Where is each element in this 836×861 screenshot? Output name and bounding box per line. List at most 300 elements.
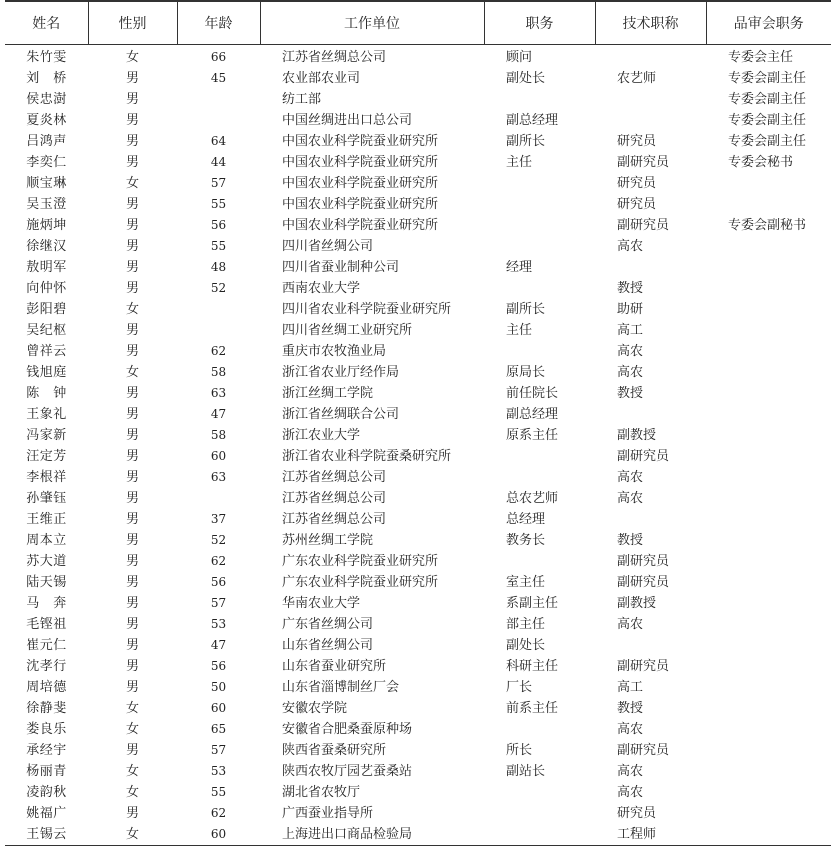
- cell-age: 66: [210, 50, 227, 64]
- cell-age: 44: [210, 155, 227, 169]
- cell-name: 王象礼: [26, 407, 67, 422]
- cell-name: 承经宇: [26, 743, 67, 758]
- table-row: [5, 194, 831, 215]
- cell-technical-title: [595, 509, 706, 530]
- cell-gender: 男: [125, 344, 139, 359]
- cell-age: 47: [210, 407, 227, 421]
- cell-technical-title: [595, 404, 706, 425]
- cell-work-unit: 陕西农牧厅园艺蚕桑站: [282, 764, 413, 779]
- cell-gender: 男: [125, 155, 139, 170]
- cell-position: 原系主任: [506, 428, 559, 443]
- cell-gender: 男: [125, 407, 139, 422]
- cell-committee-role: [706, 236, 831, 257]
- cell-committee-role: [706, 404, 831, 425]
- cell-position: 副站长: [506, 764, 546, 779]
- table-row: [5, 551, 831, 572]
- cell-gender: 男: [125, 512, 139, 527]
- cell-technical-title: 副教授: [617, 596, 657, 611]
- cell-committee-role: 专委会副主任: [728, 134, 807, 149]
- cell-committee-role: [706, 803, 831, 824]
- cell-age: 55: [210, 239, 227, 253]
- header-technical-title: 技术职称: [595, 1, 706, 45]
- cell-name: 顺宝琳: [26, 176, 67, 191]
- table-row: [5, 215, 831, 236]
- cell-name: 侯忠澍: [26, 92, 67, 107]
- cell-name: 吴纪枢: [26, 323, 67, 338]
- cell-age: 56: [210, 575, 227, 589]
- cell-name: 李根祥: [26, 470, 67, 485]
- cell-committee-role: [706, 299, 831, 320]
- cell-work-unit: 四川省丝绸公司: [282, 239, 374, 254]
- table-row: [5, 803, 831, 824]
- cell-committee-role: [706, 698, 831, 719]
- table-row: [5, 173, 831, 194]
- cell-position: 副总经理: [506, 113, 559, 128]
- cell-technical-title: 教授: [617, 701, 644, 716]
- table-row: [5, 45, 831, 69]
- cell-committee-role: [706, 551, 831, 572]
- cell-age: [177, 110, 260, 131]
- cell-name: 吴玉澄: [26, 197, 67, 212]
- cell-age: 50: [210, 680, 227, 694]
- table-row: [5, 530, 831, 551]
- cell-age: 62: [210, 554, 227, 568]
- cell-work-unit: 安徽农学院: [282, 701, 348, 716]
- cell-technical-title: 副研究员: [617, 155, 670, 170]
- cell-technical-title: 工程师: [595, 824, 706, 846]
- table-row: [5, 719, 831, 740]
- cell-name: 夏炎林: [26, 113, 67, 128]
- cell-gender: 男: [125, 449, 139, 464]
- cell-name: 曾祥云: [26, 344, 67, 359]
- cell-gender: 男: [125, 680, 139, 695]
- cell-name: 徐静斐: [26, 701, 67, 716]
- cell-gender: 男: [125, 71, 139, 86]
- cell-committee-role: [706, 740, 831, 761]
- cell-position: 副总经理: [506, 407, 559, 422]
- cell-name: 周培德: [26, 680, 67, 695]
- cell-position: 副处长: [506, 638, 546, 653]
- cell-position: [484, 194, 595, 215]
- cell-gender: 女: [125, 302, 139, 317]
- cell-technical-title: 农艺师: [617, 71, 657, 86]
- cell-work-unit: 上海进出口商品检验局: [260, 824, 484, 846]
- cell-committee-role: [706, 782, 831, 803]
- cell-gender: 男: [125, 491, 139, 506]
- cell-age: 53: [210, 617, 227, 631]
- cell-age: [177, 89, 260, 110]
- cell-gender: 男: [125, 743, 139, 758]
- cell-name: 彭阳碧: [26, 302, 67, 317]
- cell-name: 崔元仁: [26, 638, 67, 653]
- cell-work-unit: 华南农业大学: [282, 596, 361, 611]
- cell-position: [484, 173, 595, 194]
- table-row: [5, 110, 831, 131]
- cell-name: 钱旭庭: [26, 365, 67, 380]
- cell-work-unit: 中国农业科学院蚕业研究所: [282, 134, 439, 149]
- cell-technical-title: 副教授: [617, 428, 657, 443]
- table-row: [5, 131, 831, 152]
- cell-gender: 女: [125, 365, 139, 380]
- cell-committee-role: 专委会副主任: [728, 71, 807, 86]
- cell-committee-role: [706, 719, 831, 740]
- cell-work-unit: 重庆市农牧渔业局: [282, 344, 387, 359]
- committee-member-table: [5, 0, 831, 846]
- cell-technical-title: [595, 89, 706, 110]
- table-row: [5, 404, 831, 425]
- cell-committee-role: 专委会秘书: [728, 155, 794, 170]
- table-row: [5, 740, 831, 761]
- cell-gender: 女: [125, 176, 139, 191]
- cell-committee-role: 专委会主任: [728, 50, 794, 65]
- cell-age: 56: [210, 218, 227, 232]
- cell-gender: 男: [125, 554, 139, 569]
- cell-work-unit: 西南农业大学: [282, 281, 361, 296]
- cell-work-unit: 山东省丝绸公司: [282, 638, 374, 653]
- cell-position: [484, 803, 595, 824]
- cell-gender: 男: [125, 386, 139, 401]
- table-row: [5, 509, 831, 530]
- cell-position: 教务长: [506, 533, 546, 548]
- cell-position: 所长: [506, 743, 533, 758]
- cell-work-unit: 中国农业科学院蚕业研究所: [282, 155, 439, 170]
- cell-position: [484, 824, 595, 846]
- cell-name: 孙肇钰: [26, 491, 67, 506]
- table-row: [5, 362, 831, 383]
- table-row: [5, 698, 831, 719]
- cell-gender: 男: [125, 197, 139, 212]
- table-row: [5, 614, 831, 635]
- cell-committee-role: [706, 278, 831, 299]
- cell-age: 60: [177, 824, 260, 846]
- cell-committee-role: [706, 635, 831, 656]
- cell-technical-title: 副研究员: [617, 449, 670, 464]
- cell-position: [484, 89, 595, 110]
- cell-technical-title: 副研究员: [617, 554, 670, 569]
- cell-committee-role: [706, 530, 831, 551]
- cell-work-unit: 浙江省农业厅经作局: [282, 365, 400, 380]
- cell-name: 凌韵秋: [26, 785, 67, 800]
- cell-committee-role: [706, 677, 831, 698]
- cell-gender: 男: [125, 575, 139, 590]
- cell-name: 王锡云: [5, 824, 88, 846]
- cell-technical-title: 高农: [617, 785, 644, 800]
- table-row: [5, 299, 831, 320]
- cell-committee-role: [706, 572, 831, 593]
- cell-gender: 男: [125, 470, 139, 485]
- cell-position: 副所长: [506, 134, 546, 149]
- cell-gender: 男: [125, 617, 139, 632]
- table-row: [5, 446, 831, 467]
- cell-work-unit: 陕西省蚕桑研究所: [282, 743, 387, 758]
- cell-position: 原局长: [506, 365, 546, 380]
- cell-committee-role: [706, 761, 831, 782]
- cell-age: 64: [210, 134, 227, 148]
- cell-committee-role: [706, 362, 831, 383]
- header-row: [5, 1, 831, 45]
- cell-name: 娄良乐: [26, 722, 67, 737]
- cell-technical-title: 研究员: [617, 806, 657, 821]
- header-committee-role: 品审会职务: [706, 1, 831, 45]
- cell-name: 刘 桥: [26, 71, 67, 86]
- cell-technical-title: 研究员: [617, 197, 657, 212]
- cell-position: 前系主任: [506, 701, 559, 716]
- cell-gender: 女: [125, 764, 139, 779]
- cell-committee-role: 专委会副秘书: [728, 218, 807, 233]
- cell-gender: 男: [125, 239, 139, 254]
- cell-gender: 男: [125, 281, 139, 296]
- cell-position: [484, 215, 595, 236]
- cell-gender: 男: [125, 659, 139, 674]
- cell-gender: 男: [125, 428, 139, 443]
- table-row: [5, 257, 831, 278]
- cell-committee-role: [706, 320, 831, 341]
- cell-position: 科研主任: [506, 659, 559, 674]
- cell-work-unit: 浙江省农业科学院蚕桑研究所: [282, 449, 452, 464]
- cell-position: 经理: [506, 260, 533, 275]
- cell-position: 顾问: [506, 50, 533, 65]
- cell-name: 吕鸿声: [26, 134, 67, 149]
- cell-position: [484, 446, 595, 467]
- cell-name: 王维正: [26, 512, 67, 527]
- cell-position: [484, 782, 595, 803]
- cell-technical-title: 高农: [617, 365, 644, 380]
- cell-gender: 男: [125, 218, 139, 233]
- cell-technical-title: [595, 635, 706, 656]
- cell-gender: 男: [125, 92, 139, 107]
- cell-position: 主任: [506, 155, 533, 170]
- cell-committee-role: [706, 173, 831, 194]
- cell-work-unit: 浙江农业大学: [282, 428, 361, 443]
- cell-technical-title: 高农: [617, 470, 644, 485]
- cell-work-unit: 山东省蚕业研究所: [282, 659, 387, 674]
- cell-gender: 男: [125, 134, 139, 149]
- cell-position: 室主任: [506, 575, 546, 590]
- header-name: 姓名: [5, 1, 88, 45]
- cell-work-unit: 湖北省农牧厅: [282, 785, 361, 800]
- cell-work-unit: 江苏省丝绸总公司: [282, 50, 387, 65]
- cell-technical-title: [595, 257, 706, 278]
- cell-age: [177, 320, 260, 341]
- cell-work-unit: 江苏省丝绸总公司: [282, 470, 387, 485]
- cell-name: 沈孝行: [26, 659, 67, 674]
- cell-age: 52: [210, 281, 227, 295]
- cell-committee-role: [706, 383, 831, 404]
- cell-work-unit: 江苏省丝绸总公司: [282, 491, 387, 506]
- table-row: [5, 761, 831, 782]
- cell-position: 副处长: [506, 71, 546, 86]
- cell-committee-role: [706, 614, 831, 635]
- cell-position: 系副主任: [506, 596, 559, 611]
- table-row: [5, 89, 831, 110]
- cell-name: 马 奔: [26, 596, 67, 611]
- cell-name: 汪定芳: [26, 449, 67, 464]
- cell-age: 58: [210, 428, 227, 442]
- table-row: [5, 824, 831, 846]
- cell-technical-title: 副研究员: [617, 575, 670, 590]
- cell-position: [484, 341, 595, 362]
- cell-position: [484, 551, 595, 572]
- table-row: [5, 467, 831, 488]
- cell-age: 57: [210, 596, 227, 610]
- cell-committee-role: [706, 467, 831, 488]
- cell-age: 60: [210, 449, 227, 463]
- cell-name: 陆天锡: [26, 575, 67, 590]
- header-work-unit: 工作单位: [260, 1, 484, 45]
- cell-age: 47: [210, 638, 227, 652]
- cell-committee-role: [706, 509, 831, 530]
- cell-name: 冯家新: [26, 428, 67, 443]
- table-row: [5, 656, 831, 677]
- cell-gender: 男: [125, 113, 139, 128]
- cell-work-unit: 农业部农业司: [282, 71, 361, 86]
- cell-committee-role: 专委会副主任: [728, 113, 807, 128]
- table-row: [5, 782, 831, 803]
- table-row: [5, 677, 831, 698]
- cell-position: 前任院长: [506, 386, 559, 401]
- cell-gender: 男: [125, 596, 139, 611]
- cell-gender: 女: [125, 701, 139, 716]
- header-gender: 性别: [88, 1, 177, 45]
- cell-technical-title: 高工: [617, 323, 644, 338]
- cell-name: 向仲怀: [26, 281, 67, 296]
- cell-age: 52: [210, 533, 227, 547]
- cell-work-unit: 四川省丝绸工业研究所: [282, 323, 413, 338]
- cell-age: 63: [210, 470, 227, 484]
- cell-committee-role: [706, 194, 831, 215]
- table-row: [5, 593, 831, 614]
- cell-technical-title: 教授: [617, 386, 644, 401]
- table-row: [5, 425, 831, 446]
- cell-gender: 女: [88, 824, 177, 846]
- cell-gender: 女: [125, 785, 139, 800]
- cell-work-unit: 山东省淄博制丝厂会: [282, 680, 400, 695]
- cell-work-unit: 安徽省合肥桑蚕原种场: [282, 722, 413, 737]
- cell-technical-title: 高农: [617, 344, 644, 359]
- cell-work-unit: 四川省农业科学院蚕业研究所: [282, 302, 452, 317]
- cell-work-unit: 浙江丝绸工学院: [282, 386, 374, 401]
- cell-age: 57: [210, 176, 227, 190]
- cell-name: 敖明军: [26, 260, 67, 275]
- cell-gender: 男: [125, 533, 139, 548]
- cell-age: 56: [210, 659, 227, 673]
- cell-position: 总经理: [506, 512, 546, 527]
- cell-committee-role: 专委会副主任: [728, 92, 807, 107]
- cell-work-unit: 四川省蚕业制种公司: [282, 260, 400, 275]
- cell-committee-role: [706, 257, 831, 278]
- cell-committee-role: [706, 341, 831, 362]
- cell-name: 施炳坤: [26, 218, 67, 233]
- cell-name: 李奕仁: [26, 155, 67, 170]
- cell-technical-title: 副研究员: [617, 659, 670, 674]
- cell-technical-title: 助研: [617, 302, 644, 317]
- table-row: [5, 572, 831, 593]
- cell-committee-role: [706, 593, 831, 614]
- cell-age: 62: [210, 344, 227, 358]
- cell-committee-role: [706, 488, 831, 509]
- cell-technical-title: [595, 110, 706, 131]
- cell-committee-role: [706, 446, 831, 467]
- cell-work-unit: 广东农业科学院蚕业研究所: [282, 575, 439, 590]
- table-row: [5, 488, 831, 509]
- table-row: [5, 236, 831, 257]
- cell-position: 副所长: [506, 302, 546, 317]
- cell-technical-title: [595, 45, 706, 69]
- cell-work-unit: 苏州丝绸工学院: [282, 533, 374, 548]
- committee-member-table-container: [5, 0, 831, 846]
- cell-age: 58: [210, 365, 227, 379]
- header-position: 职务: [484, 1, 595, 45]
- cell-name: 杨丽青: [26, 764, 67, 779]
- cell-gender: 男: [125, 638, 139, 653]
- cell-age: 48: [210, 260, 227, 274]
- cell-technical-title: 教授: [617, 281, 644, 296]
- cell-gender: 男: [125, 260, 139, 275]
- cell-committee-role: [706, 656, 831, 677]
- cell-work-unit: 中国农业科学院蚕业研究所: [282, 176, 439, 191]
- table-row: [5, 383, 831, 404]
- cell-name: 姚福广: [26, 806, 67, 821]
- cell-technical-title: 高农: [617, 239, 644, 254]
- table-row: [5, 278, 831, 299]
- cell-work-unit: 中国农业科学院蚕业研究所: [282, 218, 439, 233]
- cell-position: [484, 236, 595, 257]
- cell-work-unit: 广东农业科学院蚕业研究所: [282, 554, 439, 569]
- header-age: 年龄: [177, 1, 260, 45]
- cell-age: 63: [210, 386, 227, 400]
- cell-technical-title: 教授: [617, 533, 644, 548]
- cell-work-unit: 纺工部: [282, 92, 322, 107]
- cell-name: 朱竹雯: [26, 50, 67, 65]
- cell-name: 周本立: [26, 533, 67, 548]
- cell-technical-title: 高工: [617, 680, 644, 695]
- cell-age: 57: [210, 743, 227, 757]
- table-row: [5, 152, 831, 173]
- table-row: [5, 341, 831, 362]
- cell-work-unit: 中国农业科学院蚕业研究所: [282, 197, 439, 212]
- cell-gender: 女: [125, 50, 139, 65]
- cell-gender: 男: [125, 806, 139, 821]
- cell-work-unit: 广西蚕业指导所: [282, 806, 374, 821]
- table-row: [5, 635, 831, 656]
- cell-name: 徐继汉: [26, 239, 67, 254]
- cell-position: [484, 719, 595, 740]
- cell-technical-title: 高农: [617, 491, 644, 506]
- cell-technical-title: 副研究员: [617, 743, 670, 758]
- cell-age: 45: [210, 71, 227, 85]
- cell-technical-title: 高农: [617, 617, 644, 632]
- cell-work-unit: 江苏省丝绸总公司: [282, 512, 387, 527]
- cell-committee-role: [706, 824, 831, 846]
- table-row: [5, 68, 831, 89]
- cell-position: [484, 467, 595, 488]
- cell-committee-role: [706, 425, 831, 446]
- cell-work-unit: 浙江省丝绸联合公司: [282, 407, 400, 422]
- cell-technical-title: 高农: [617, 764, 644, 779]
- cell-age: 53: [210, 764, 227, 778]
- cell-technical-title: 副研究员: [617, 218, 670, 233]
- cell-age: 55: [210, 785, 227, 799]
- cell-name: 陈 钟: [26, 386, 67, 401]
- cell-age: 62: [210, 806, 227, 820]
- cell-technical-title: 研究员: [617, 176, 657, 191]
- cell-age: 37: [210, 512, 227, 526]
- cell-position: 主任: [506, 323, 533, 338]
- table-body: [5, 45, 831, 846]
- cell-position: 部主任: [506, 617, 546, 632]
- cell-gender: 男: [125, 323, 139, 338]
- cell-technical-title: 高农: [617, 722, 644, 737]
